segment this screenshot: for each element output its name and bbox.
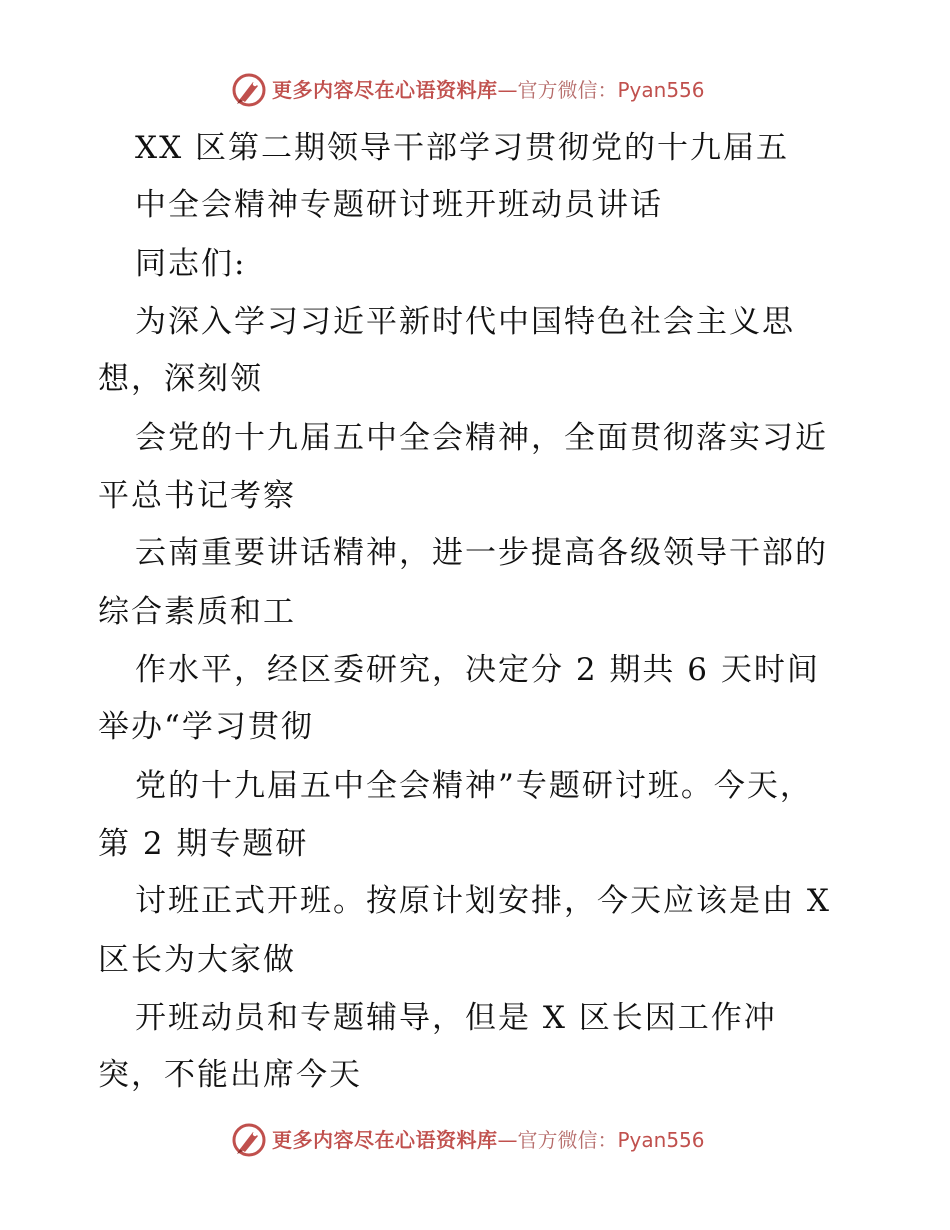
paragraph-line: 开班动员和专题辅导，但是 X 区长因工作冲: [135, 1000, 777, 1036]
watermark-account: Pyan556: [617, 78, 705, 102]
paragraph-line: 会党的十九届五中全会精神，全面贯彻落实习近: [135, 420, 828, 456]
watermark-text: [272, 1128, 705, 1152]
paragraph-line: 综合素质和工: [98, 594, 296, 630]
watermark-dash: —: [497, 78, 518, 102]
watermark-wechat-label: 官方微信：: [517, 78, 618, 102]
watermark-text: [272, 78, 705, 102]
paragraph-line: 党的十九届五中全会精神”专题研讨班。今天，: [135, 768, 813, 804]
watermark-account: Pyan556: [617, 1128, 705, 1152]
paragraph-line: 举办“学习贯彻: [98, 709, 314, 745]
header-watermark-banner: [0, 70, 950, 110]
pen-logo-icon: [231, 1122, 267, 1158]
watermark-wechat-label: 官方微信：: [517, 1128, 618, 1152]
watermark-dash: —: [497, 1128, 518, 1152]
paragraph-line: 平总书记考察: [98, 478, 296, 514]
document-title-line-1: XX 区第二期领导干部学习贯彻党的十九届五: [135, 130, 789, 166]
salutation: 同志们:: [135, 246, 247, 282]
pen-logo-icon: [231, 72, 267, 108]
paragraph-line: 讨班正式开班。按原计划安排，今天应该是由 X: [135, 883, 831, 919]
paragraph-line: 第 2 期专题研: [98, 826, 309, 862]
watermark-lead: 更多内容尽在心语资料库: [272, 1128, 498, 1152]
paragraph-line: 区长为大家做: [98, 942, 296, 978]
paragraph-line: 作水平，经区委研究，决定分 2 期共 6 天时间: [135, 652, 820, 688]
paragraph-line: 为深入学习习近平新时代中国特色社会主义思: [135, 304, 795, 340]
footer-watermark-banner: [0, 1120, 950, 1160]
paragraph-line: 想，深刻领: [98, 361, 263, 397]
paragraph-line: 突，不能出席今天: [98, 1057, 362, 1093]
paragraph-line: 云南重要讲话精神，进一步提高各级领导干部的: [135, 535, 828, 571]
document-title-line-2: 中全会精神专题研讨班开班动员讲话: [135, 187, 663, 223]
watermark-lead: 更多内容尽在心语资料库: [272, 78, 498, 102]
